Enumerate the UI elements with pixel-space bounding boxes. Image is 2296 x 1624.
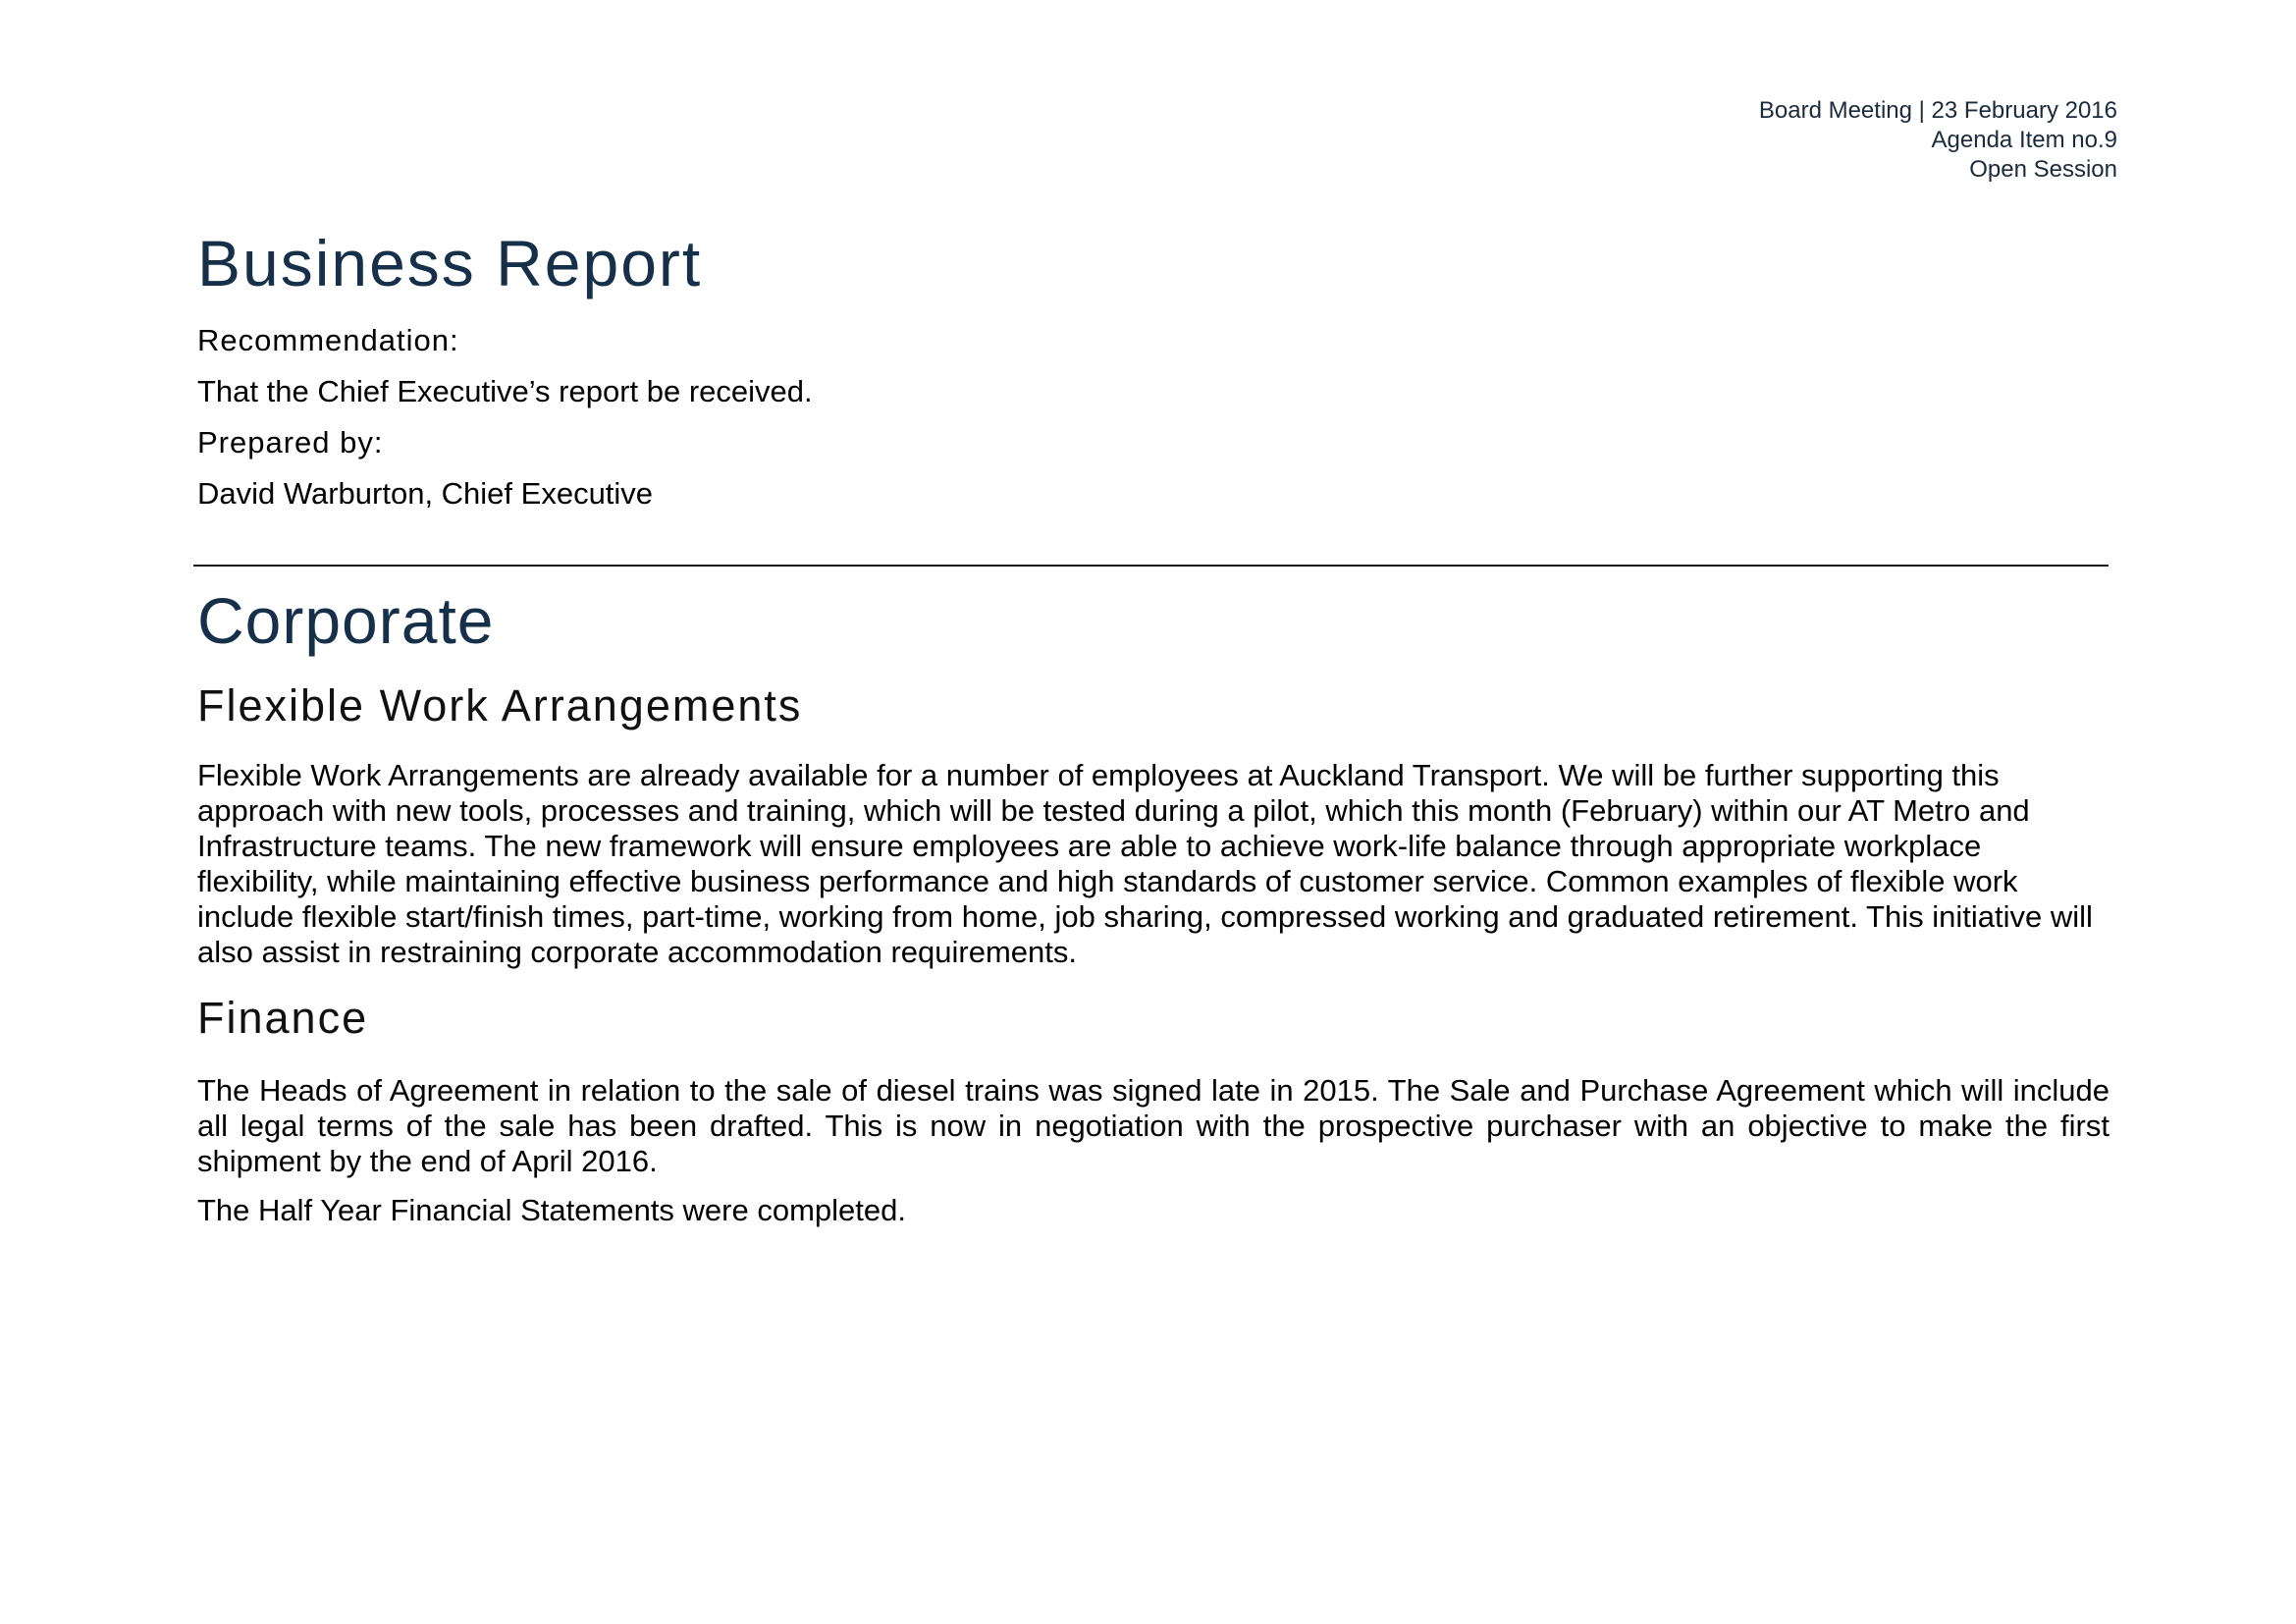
paragraph-flexible-work: Flexible Work Arrangements are already available for a number of employees at Auckland Transport. We will be further supporting this approach with new tools, processes and training, which will be tested during a pilot, which this month (February) within our AT Metro and Infrastructure teams. The new framework will ensure employees are able to achieve work-life balance through appropriate workplace flexibility, while maintaining effective business performance and high standards of customer service. Common examples of flexible work include flexible start/finish times, part-time, working from home, job sharing, compressed working and graduated retirement. This initiative will also assist in restraining corporate accommodation requirements. (197, 758, 2093, 969)
page-title: Business Report (197, 227, 703, 299)
prepared-by-label: Prepared by: (197, 425, 384, 460)
paragraph-finance-2: The Half Year Financial Statements were completed. (197, 1193, 906, 1227)
section-title-corporate: Corporate (197, 584, 495, 657)
agenda-item-line: Agenda Item no.9 (1931, 127, 2117, 153)
section-divider (193, 565, 2109, 567)
heading-finance: Finance (197, 993, 369, 1043)
recommendation-text: That the Chief Executive’s report be received. (197, 374, 813, 408)
session-line: Open Session (1969, 156, 2117, 183)
meeting-date-line: Board Meeting | 23 February 2016 (1758, 97, 2117, 124)
prepared-by-text: David Warburton, Chief Executive (197, 476, 654, 511)
paragraph-finance-1: The Heads of Agreement in relation to the sale of diesel trains was signed late in 2015. The Sale and Purchase Agreement which will include all legal terms of the sale has been drafted. This is now in negotiation with the prospective purchaser with an objective to make the first shipment by the end of April 2016. (197, 1073, 2109, 1178)
recommendation-label: Recommendation: (197, 323, 459, 357)
meeting-header (1759, 96, 2117, 185)
heading-flexible-work: Flexible Work Arrangements (197, 680, 803, 731)
